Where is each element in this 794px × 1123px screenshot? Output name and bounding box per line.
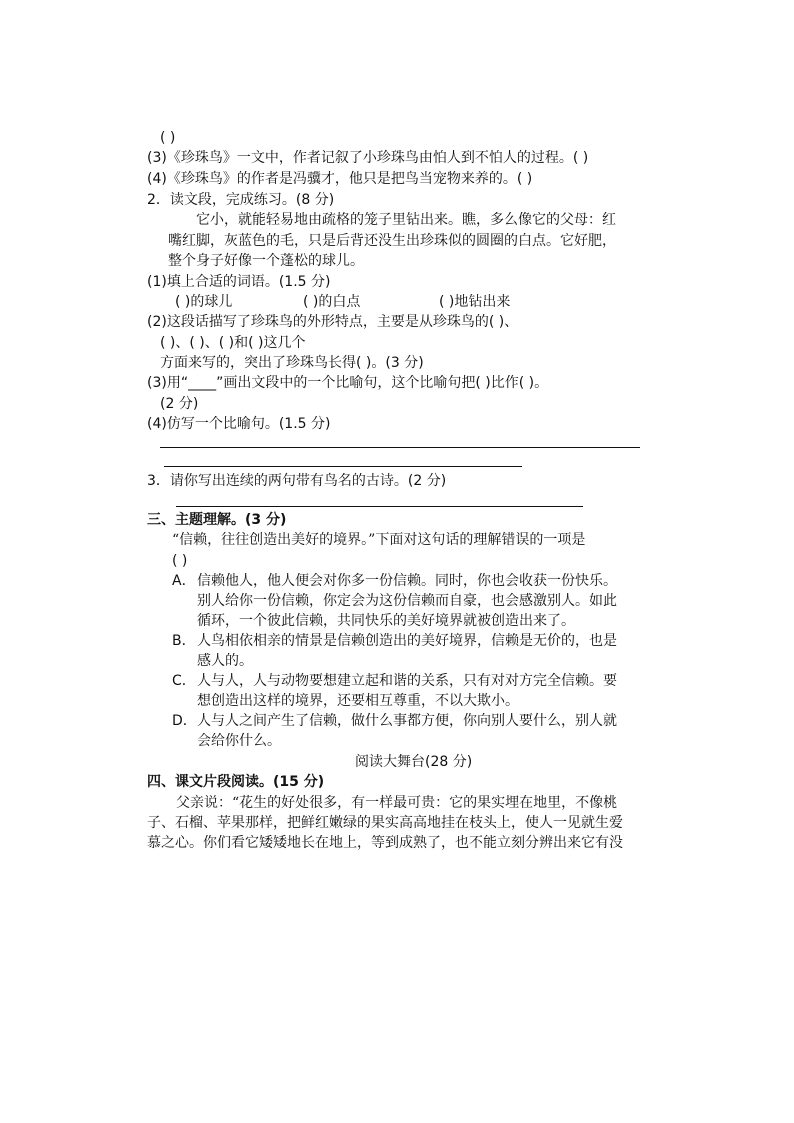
option-a-line-2: 别人给你一份信赖，你定会为这份信赖而自豪，也会感激别人。如此 [197, 593, 617, 609]
subquestion-3-points: (2 分) [160, 396, 199, 412]
subquestion-4-title: (4)仿写一个比喻句。(1.5 分) [147, 416, 331, 432]
subquestion-2-line-2: ( )、( )、( )和( )这几个 [160, 335, 306, 351]
section-3-heading: 3．请你写出连续的两句带有鸟名的古诗。(2 分) [147, 473, 447, 489]
option-c-line-2: 想创造出这样的境界，还要相互尊重，不以大欺小。 [197, 693, 519, 709]
option-b-letter: B． [172, 633, 196, 649]
option-d-letter: D． [172, 713, 197, 729]
option-d-line-2: 会给你什么。 [197, 733, 281, 749]
answer-line [164, 466, 522, 467]
answer-line [160, 447, 640, 448]
option-a-letter: A． [172, 573, 196, 589]
part-4-passage-line-1: 父亲说：“花生的好处很多，有一样最可贵：它的果实埋在地里，不像桃 [176, 795, 618, 811]
fill-blank-dots: ( )的白点 [303, 294, 361, 310]
subquestion-1-title: (1)填上合适的词语。(1.5 分) [147, 274, 331, 290]
fill-blank-drill: ( )地钻出来 [439, 294, 511, 310]
fill-blank-ball: ( )的球儿 [175, 294, 233, 310]
passage-line-2: 嘴红脚，灰蓝色的毛，只是后背还没生出珍珠似的圆圈的白点。它好肥， [168, 233, 616, 249]
passage-line-3: 整个身子好像一个蓬松的球儿。 [168, 253, 364, 269]
subquestion-2-line-1: (2)这段话描写了珍珠鸟的外形特点，主要是从珍珠鸟的( )、 [147, 314, 519, 330]
subquestion-2-line-3: 方面来写的，突出了珍珠鸟长得( )。(3 分) [160, 355, 424, 371]
option-c-letter: C． [172, 673, 196, 689]
part-3-heading: 三、主题理解。(3 分) [147, 512, 287, 528]
part-3-answer-paren: ( ) [172, 553, 188, 569]
option-a-line-3: 循环，一个彼此信赖，共同快乐的美好境界就被创造出来了。 [197, 613, 575, 629]
answer-line [176, 506, 583, 507]
part-4-passage-line-3: 慕之心。你们看它矮矮地长在地上，等到成熟了，也不能立刻分辨出来它有没 [147, 835, 623, 851]
option-c-line-1: 人与人，人与动物要想建立起和谐的关系，只有对对方完全信赖。要 [197, 673, 617, 689]
passage-line-1: 它小，就能轻易地由疏格的笼子里钻出来。瞧，多么像它的父母：红 [196, 212, 616, 228]
question-3: (3)《珍珠鸟》一文中，作者记叙了小珍珠鸟由怕人到不怕人的过程。( ) [147, 150, 589, 166]
section-2-heading: 2．读文段，完成练习。(8 分) [147, 192, 335, 208]
part-4-heading: 四、课文片段阅读。(15 分) [147, 774, 325, 790]
subquestion-3-line-1: (3)用“____”画出文段中的一个比喻句，这个比喻句把( )比作( )。 [147, 375, 549, 391]
answer-paren-continued: ( ) [160, 130, 176, 146]
reading-section-title: 阅读大舞台(28 分) [355, 754, 473, 770]
option-d-line-1: 人与人之间产生了信赖，做什么事都方便，你向别人要什么，别人就 [197, 713, 617, 729]
part-4-passage-line-2: 子、石榴、苹果那样，把鲜红嫩绿的果实高高地挂在枝头上，使人一见就生爱 [147, 815, 623, 831]
part-3-question: “信赖，往往创造出美好的境界。”下面对这句话的理解错误的一项是 [172, 532, 586, 548]
option-b-line-2: 感人的。 [197, 653, 253, 669]
option-a-line-1: 信赖他人，他人便会对你多一份信赖。同时，你也会收获一份快乐。 [197, 573, 617, 589]
question-4: (4)《珍珠鸟》的作者是冯骥才，他只是把鸟当宠物来养的。( ) [147, 171, 533, 187]
option-b-line-1: 人鸟相依相亲的情景是信赖创造出的美好境界，信赖是无价的，也是 [197, 633, 617, 649]
